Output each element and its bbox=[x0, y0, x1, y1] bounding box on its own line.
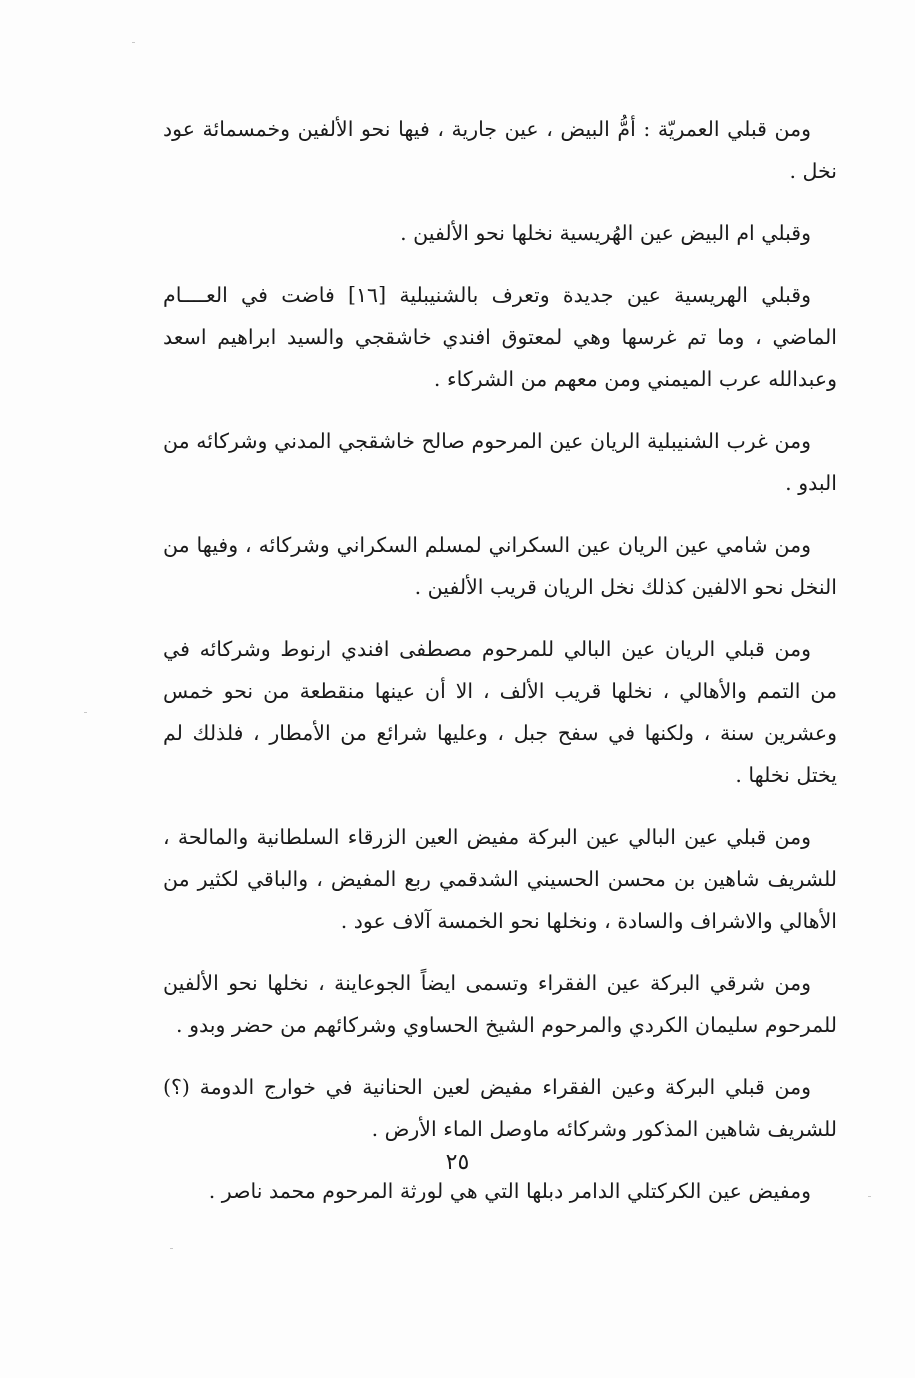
paragraph: ومن قبلي عين البالي عين البركة مفيض العين الزرقاء السلطانية والمالحة ، للشريف شاهين بن محسن الحسيني الشدقمي ربع المفيض ، والباقي لكثير من الأهالي والاشراف والسادة ، ونخلها نحو الخمسة آلاف عود . bbox=[163, 825, 837, 933]
scan-speck bbox=[84, 712, 87, 713]
paragraph: ومن قبلي العمريّة : أمُّ البيض ، عين جارية ، فيها نحو الألفين وخمسمائة عود نخل . bbox=[163, 117, 837, 183]
scan-speck bbox=[868, 1196, 871, 1197]
scan-speck bbox=[170, 1248, 173, 1249]
paragraph: وقبلي ام البيض عين الهُريسية نخلها نحو الألفين . bbox=[400, 221, 811, 245]
page-number: ٢٥ bbox=[445, 1150, 470, 1175]
paragraph: ومن شامي عين الريان عين السكراني لمسلم السكراني وشركائه ، وفيها من النخل نحو الالفين كذلك نخل الريان قريب الألفين . bbox=[163, 533, 837, 599]
scan-speck bbox=[132, 42, 135, 43]
paragraph: ومن قبلي الريان عين البالي للمرحوم مصطفى افندي ارنوط وشركائه في من التمم والأهالي ، نخلها قريب الألف ، الا أن عينها منقطعة من نحو خمس وعشرين سنة ، ولكنها في سفح جبل ، وعليها شرائع من الأمطار ، فلذلك لم يختل نخلها . bbox=[163, 637, 837, 787]
paragraph: ومن غرب الشنيبلية الريان عين المرحوم صالح خاشقجي المدني وشركائه من البدو . bbox=[163, 429, 837, 495]
paragraph: وقبلي الهريسية عين جديدة وتعرف بالشنيبلية [١٦] فاضت في العــــام الماضي ، وما تم غرسها وهي لمعتوق افندي خاشقجي والسيد ابراهيم اسعد وعبدالله عرب الميمني ومن معهم من الشركاء . bbox=[163, 283, 837, 391]
paragraph: ومفيض عين الكركتلي الدامر دبلها التي هي لورثة المرحوم محمد ناصر . bbox=[208, 1179, 811, 1203]
page-body bbox=[163, 108, 837, 1232]
paragraph: ومن قبلي البركة وعين الفقراء مفيض لعين الحنانية في خوارج الدومة (؟) للشريف شاهين المذكور وشركائه ماوصل الماء الأرض . bbox=[163, 1075, 837, 1141]
paragraph: ومن شرقي البركة عين الفقراء وتسمى ايضاً الجوعاينة ، نخلها نحو الألفين للمرحوم سليمان الكردي والمرحوم الشيخ الحساوي وشركائهم من حضر وبدو . bbox=[163, 971, 837, 1037]
